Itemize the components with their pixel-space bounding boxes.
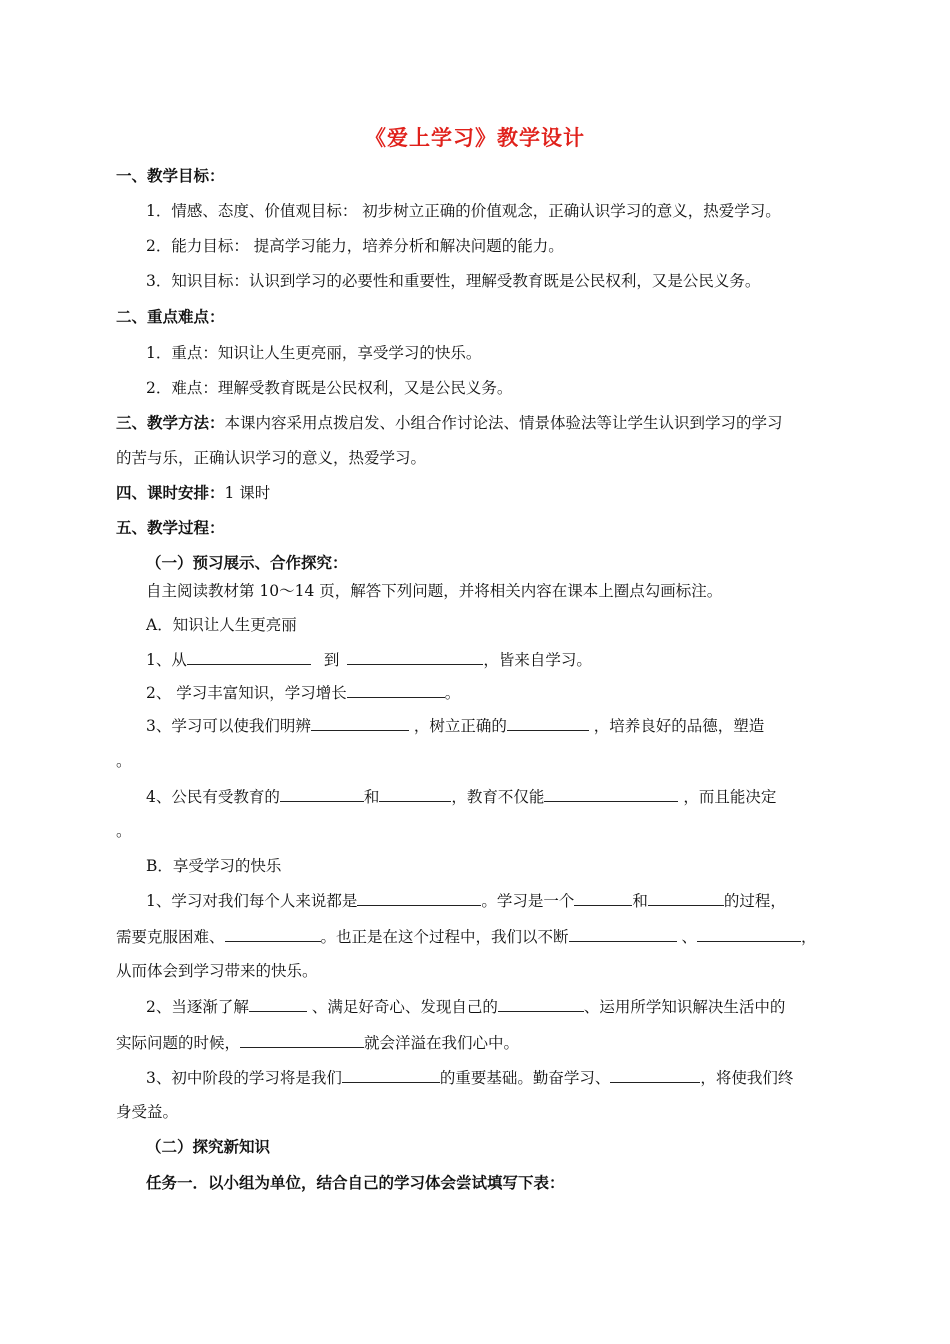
reading-instruction: 自主阅读教材第 10～14 页，解答下列问题，并将相关内容在课本上圈点勾画标注。: [146, 582, 723, 600]
answer-blank[interactable]: [498, 995, 584, 1012]
answer-blank[interactable]: [357, 889, 481, 906]
section-heading-methods: 三、教学方法：: [116, 413, 225, 432]
methods-text-1: 本课内容采用点拨启发、小组合作讨论法、情景体验法等让学生认识到学习的学习: [224, 414, 783, 432]
question-text: 3、初中阶段的学习将是我们: [146, 1069, 342, 1087]
question-text: ，将使我们终: [700, 1069, 794, 1087]
question-a1: [146, 648, 592, 671]
subsection-preview: （一）预习展示、合作探究：: [146, 553, 348, 572]
question-text: 的重要基础。勤奋学习、: [439, 1069, 611, 1087]
question-text: 3、学习可以使我们明辨: [146, 717, 311, 735]
question-b2-cont: [116, 1031, 519, 1054]
answer-blank[interactable]: [507, 714, 589, 731]
part-a-heading: A．知识让人生更亮丽: [146, 616, 297, 634]
question-b3-end: 身受益。: [116, 1103, 179, 1121]
question-text: 和: [632, 892, 648, 910]
answer-blank[interactable]: [311, 714, 409, 731]
answer-blank[interactable]: [249, 995, 307, 1012]
answer-blank[interactable]: [697, 925, 801, 942]
question-text: 。学习是一个: [481, 892, 575, 910]
question-b3: [146, 1066, 793, 1089]
question-b1-cont: [116, 925, 817, 948]
question-a4: [146, 785, 776, 808]
answer-blank[interactable]: [610, 1066, 700, 1083]
answer-blank[interactable]: [544, 785, 678, 802]
answer-blank[interactable]: [574, 889, 632, 906]
section-heading-schedule: 四、课时安排：: [116, 483, 225, 502]
question-a2: [146, 681, 460, 704]
task-one-instruction: 任务一．以小组为单位，结合自己的学习体会尝试填写下表：: [146, 1173, 565, 1192]
section-heading-process: 五、教学过程：: [116, 518, 225, 537]
methods-text-2: 的苦与乐，正确认识学习的意义，热爱学习。: [116, 449, 427, 467]
question-text: 。: [444, 684, 461, 702]
methods-paragraph: [116, 412, 783, 434]
document-title: 《爱上学习》教学设计: [365, 125, 585, 150]
question-a3: [146, 714, 764, 737]
answer-blank[interactable]: [187, 648, 311, 665]
question-text: 实际问题的时候，: [116, 1034, 241, 1052]
answer-blank[interactable]: [569, 925, 677, 942]
question-text: 和: [363, 788, 380, 806]
schedule-value: 1 课时: [224, 484, 271, 502]
goal-item-3: 3．知识目标：认识到学习的必要性和重要性，理解受教育既是公民权利，又是公民义务。: [146, 272, 761, 290]
subsection-explore: （二）探究新知识: [146, 1137, 271, 1156]
question-b1: [146, 889, 786, 912]
schedule-line: [116, 482, 270, 504]
question-text: 、运用所学知识解决生活中的: [583, 998, 786, 1016]
answer-blank[interactable]: [347, 648, 483, 665]
answer-blank[interactable]: [280, 785, 364, 802]
question-text: ，皆来自学习。: [483, 651, 592, 669]
goal-item-2: 2．能力目标： 提高学习能力，培养分析和解决问题的能力。: [146, 237, 564, 255]
question-text: ，而且能决定: [683, 788, 777, 806]
question-text: 到: [323, 651, 340, 669]
question-text: 就会洋溢在我们心中。: [364, 1034, 520, 1052]
question-a4-end: 。: [116, 822, 132, 840]
part-b-heading: B．享受学习的快乐: [146, 857, 282, 875]
question-text: 、: [681, 928, 697, 946]
question-text: 需要克服困难、: [116, 928, 225, 946]
question-text: 。也正是在这个过程中，我们以不断: [320, 928, 569, 946]
answer-blank[interactable]: [342, 1066, 440, 1083]
section-heading-goals: 一、教学目标：: [116, 166, 225, 185]
key-point-1: 1．重点：知识让人生更亮丽，享受学习的快乐。: [146, 344, 482, 362]
question-b2: [146, 995, 785, 1018]
section-heading-key-points: 二、重点难点：: [116, 307, 225, 326]
answer-blank[interactable]: [225, 925, 321, 942]
question-text: ，: [800, 928, 817, 946]
question-text: 的过程，: [723, 892, 786, 910]
key-point-2: 2．难点：理解受教育既是公民权利，又是公民义务。: [146, 379, 513, 397]
answer-blank[interactable]: [347, 681, 445, 698]
answer-blank[interactable]: [240, 1031, 364, 1048]
question-text: 4、公民有受教育的: [146, 788, 280, 806]
question-text: 2、当逐渐了解: [146, 998, 249, 1016]
goal-item-1: 1．情感、态度、价值观目标： 初步树立正确的价值观念，正确认识学习的意义，热爱学习。: [146, 202, 781, 220]
answer-blank[interactable]: [379, 785, 451, 802]
question-text: 1、从: [146, 651, 187, 669]
question-text: 2、 学习丰富知识，学习增长: [146, 684, 347, 702]
question-text: 1、学习对我们每个人来说都是: [146, 892, 358, 910]
question-text: ，教育不仅能: [451, 788, 545, 806]
question-text: 、满足好奇心、发现自己的: [311, 998, 498, 1016]
question-text: ，培养良好的品德，塑造: [593, 717, 765, 735]
question-text: ，树立正确的: [413, 717, 507, 735]
answer-blank[interactable]: [648, 889, 724, 906]
question-b1-end: 从而体会到学习带来的快乐。: [116, 962, 318, 980]
question-a3-end: 。: [116, 752, 132, 770]
